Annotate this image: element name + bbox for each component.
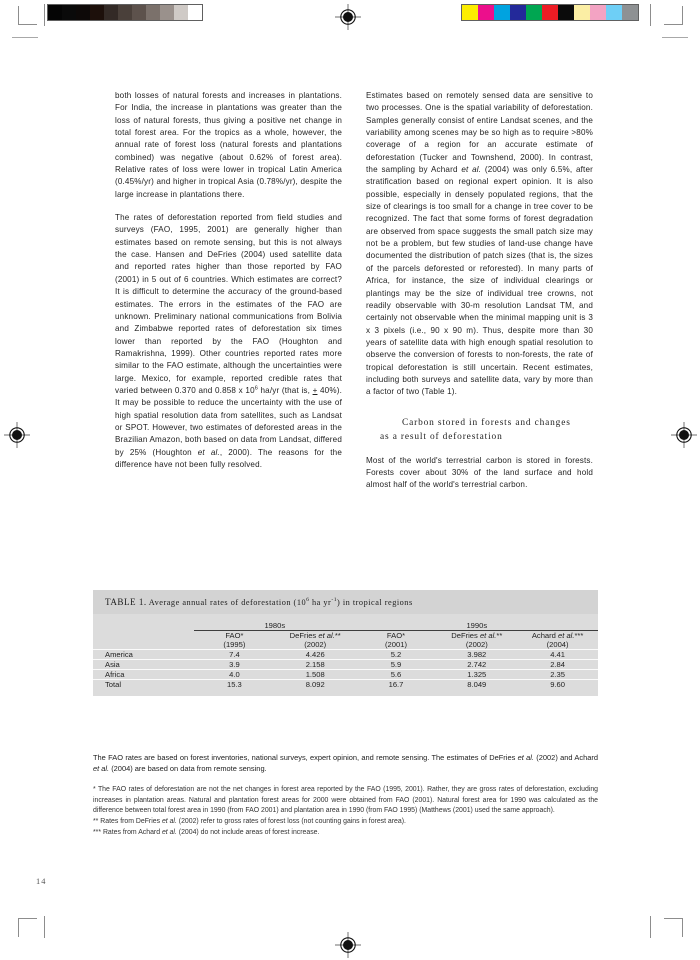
cell-value: 4.41	[517, 650, 598, 660]
paragraph: The rates of deforestation reported from field studies and surveys (FAO, 1995, 2001) are generally higher than estimates based on remote sensing, but this is not always the case. Hansen and DeFries (2004) used satellite data and reported rates higher than those reported by FAO (2001) in 5 out of 6 countries. Which estimates are correct? It is difficult to determine the accuracy of the ground-based estimates. The errors in the estimates of the FAO are unknown. Preliminary national communications from Bolivia and Zimbabwe reported rates of deforestation six times lower than reported by the FAO (Houghton and Ramakrishna, 1999). Other countries reported rates more similar to the FAO estimate, although the uncertainties were large. Mexico, for example, reported credible rates that varied between 0.370 and 0.858 x $10^6$ ha/yr (that is, + 40%). It may be possible to reduce the uncertainty with the use of high spatial resolution data from satellites, such as Landsat or SPOT. However, two estimates of deforested areas in the Brazilian Amazon, both based on data from Landsat, differed by 25% (Houghton et al., 2000). The reasons for the difference have not been fully resolved.	[115, 213, 342, 469]
cell-value: 15.3	[194, 680, 275, 690]
crop-mark-top-left	[18, 6, 37, 25]
crop-mark-bottom-right-bar	[650, 916, 651, 938]
source-header-blank	[93, 631, 194, 641]
paragraph: Estimates based on remotely sensed data are sensitive to two processes. One is the spatial variability of deforestation. Samples generally consist of entire Landsat scenes, and the variability among scenes may be so high as to require >80% coverage of a region for an accurate estimate of deforestation (Tucker and Townshend, 2000). In contrast, the sampling by Achard et al. (2004) was only 6.5%, after stratification based on regional expert opinion. It is also possible, especially in densely populated regions, that the size of clearings is too small for a change in tree cover to be recognized. The fact that some forms of forest degradation are observed from space suggests the small patch size may not be a problem, but few studies of land-use change have documented the distribution of patch sizes (that is, the sizes of the parcels deforested or reforested). In many parts of Africa, for instance, the size of individual clearings or plantings may be the size of individual tree crowns, not readily observable with 30-m resolution Landsat TM, and certainly not observable when the minimal mapping unit is 3 x 3 pixels (i.e., 90 x 90 m). Thus, despite more than 30 years of satellite data with high enough spatial resolution to observe the conversion of forests to non-forests, the rate of tropical deforestation is still uncertain. Recent estimates, including both surveys and satellite data, vary by more than a factor of two (Table 1).	[366, 91, 593, 397]
page-number: 14	[36, 877, 47, 886]
cell-value: 1.325	[436, 670, 517, 680]
table-year-header-row	[93, 640, 598, 650]
year-header: (2001)	[385, 640, 407, 649]
cell-value: 16.7	[356, 680, 437, 690]
cell-value: 5.6	[356, 670, 437, 680]
deforestation-rates-table	[93, 614, 598, 696]
cell-value: 7.4	[194, 650, 275, 660]
registration-target-icon-bottom	[335, 932, 361, 958]
grayscale-calibration-strip	[47, 4, 203, 21]
paragraph: both losses of natural forests and increases in plantations. For India, the increase in plantations was greater than the loss of natural forests, thus giving a positive net change in total forest area. For the tropics as a whole, however, the annual rate of forest loss (natural forests and plantations combined) was negative (about 0.62% of forest area). Relative rates of loss were lower in tropical Latin America (0.45%/yr) and higher in tropical Asia (0.78%/yr), despite the large increase in plantations there.	[115, 91, 342, 199]
color-swatch-4	[526, 5, 542, 20]
cell-value: 8.049	[436, 680, 517, 690]
footnote-star-1: * The FAO rates of deforestation are not the net changes in forest area reported by the FAO (1995, 2001). Rather, they are gross rates of deforestation, excluding increases in plantation areas. Natural and plantation forest areas for 2000 were obtained from FAO (2001). Natural forest area for 1990 was calculated as the difference between total forest area in 1990 (from FAO 2001) and plantation area in 1990 (from FAO 1995) (Matthews (2001) used the same approach).	[93, 785, 598, 815]
color-swatch-9	[606, 5, 622, 20]
left-text-column	[115, 90, 342, 492]
crop-mark-bottom-left	[18, 918, 37, 937]
cell-value: 9.60	[517, 680, 598, 690]
gray-swatch-6	[132, 5, 146, 20]
source-header: DeFries et al.**	[451, 631, 503, 640]
cell-value: 2.35	[517, 670, 598, 680]
registration-target-icon-right	[671, 422, 697, 448]
cell-value: 8.092	[275, 680, 356, 690]
gray-swatch-10	[188, 5, 202, 20]
row-region-label: Asia	[93, 660, 194, 670]
color-swatch-5	[542, 5, 558, 20]
paragraph: Most of the world's terrestrial carbon is stored in forests. Forests cover about 30% of the land surface and hold almost half of the world's terrestrial carbon.	[366, 455, 593, 490]
gray-swatch-9	[174, 5, 188, 20]
cell-value: 2.742	[436, 660, 517, 670]
color-calibration-strip	[461, 4, 639, 21]
gray-swatch-5	[118, 5, 132, 20]
color-swatch-2	[494, 5, 510, 20]
gray-swatch-2	[76, 5, 90, 20]
row-region-label: Africa	[93, 670, 194, 680]
gray-swatch-7	[146, 5, 160, 20]
crop-mark-top-left-bar	[44, 4, 45, 26]
year-header: (2002)	[465, 640, 488, 649]
crop-mark-top-right	[664, 6, 683, 25]
row-region-label: Total	[93, 680, 194, 690]
crop-mark-bottom-right	[664, 918, 683, 937]
registration-target-icon-left	[4, 422, 30, 448]
gray-swatch-0	[48, 5, 62, 20]
color-swatch-1	[478, 5, 494, 20]
cell-value: 1.508	[275, 670, 356, 680]
cell-value: 3.9	[194, 660, 275, 670]
cell-value: 4.0	[194, 670, 275, 680]
crop-mark-right-dash	[662, 37, 688, 38]
color-swatch-8	[590, 5, 606, 20]
table-caption-text: Average annual rates of deforestation ($10^6$ ha $yr^{-1}$) in tropical regions	[148, 597, 413, 607]
registration-target-icon-top	[335, 4, 361, 30]
gray-swatch-4	[104, 5, 118, 20]
group-header-1980s: 1980s	[194, 614, 356, 631]
footnote-star-3: *** Rates from Achard et al. (2004) do not include areas of forest increase.	[93, 829, 320, 836]
source-header: Achard et al.***	[531, 631, 584, 640]
gray-swatch-3	[90, 5, 104, 20]
footnote-starred	[93, 785, 598, 839]
cell-value: 4.426	[275, 650, 356, 660]
year-header: (1995)	[223, 640, 246, 649]
row-region-label: America	[93, 650, 194, 660]
footnote-general: The FAO rates are based on forest inventories, national surveys, expert opinion, and remote sensing. The estimates of DeFries et al. (2002) and Achard et al. (2004) are based on data from remote sensing.	[93, 753, 598, 774]
color-swatch-3	[510, 5, 526, 20]
table-footnotes	[93, 752, 598, 839]
color-swatch-7	[574, 5, 590, 20]
color-swatch-6	[558, 5, 574, 20]
footnote-star-2: ** Rates from DeFries et al. (2002) refer to gross rates of forest loss (not counting gains in forest area).	[93, 818, 406, 826]
crop-mark-left-dash	[12, 37, 38, 38]
gray-swatch-8	[160, 5, 174, 20]
section-heading	[366, 416, 593, 444]
group-header-1990s: 1990s	[356, 614, 598, 631]
color-swatch-0	[462, 5, 478, 20]
table-row	[93, 660, 598, 670]
two-column-body	[115, 90, 593, 492]
table-group-header-row	[93, 614, 598, 631]
group-header-blank	[93, 614, 194, 631]
crop-mark-bottom-left-bar	[44, 916, 45, 938]
year-header-blank	[93, 640, 194, 650]
cell-value: 2.158	[275, 660, 356, 670]
section-heading-line-1: Carbon stored in forests and changes	[402, 417, 571, 428]
gray-swatch-1	[62, 5, 76, 20]
year-header: (2004)	[546, 640, 569, 649]
source-header: FAO*	[386, 631, 406, 640]
table-1-container	[93, 590, 598, 696]
year-header: (2002)	[304, 640, 327, 649]
table-bottom-padding	[93, 689, 598, 696]
table-caption-label: TABLE 1.	[105, 597, 147, 607]
table-caption	[93, 590, 598, 614]
source-header: FAO*	[225, 631, 244, 640]
crop-mark-top-right-bar	[650, 4, 651, 26]
cell-value: 2.84	[517, 660, 598, 670]
right-text-column	[366, 90, 593, 492]
section-heading-line-2: as a result of deforestation	[380, 431, 503, 442]
table-row	[93, 670, 598, 680]
table-row	[93, 680, 598, 690]
table-row	[93, 650, 598, 660]
cell-value: 5.2	[356, 650, 437, 660]
cell-value: 5.9	[356, 660, 437, 670]
source-header: DeFries et al.**	[289, 631, 341, 640]
color-swatch-10	[622, 5, 638, 20]
cell-value: 3.982	[436, 650, 517, 660]
table-source-header-row	[93, 631, 598, 641]
